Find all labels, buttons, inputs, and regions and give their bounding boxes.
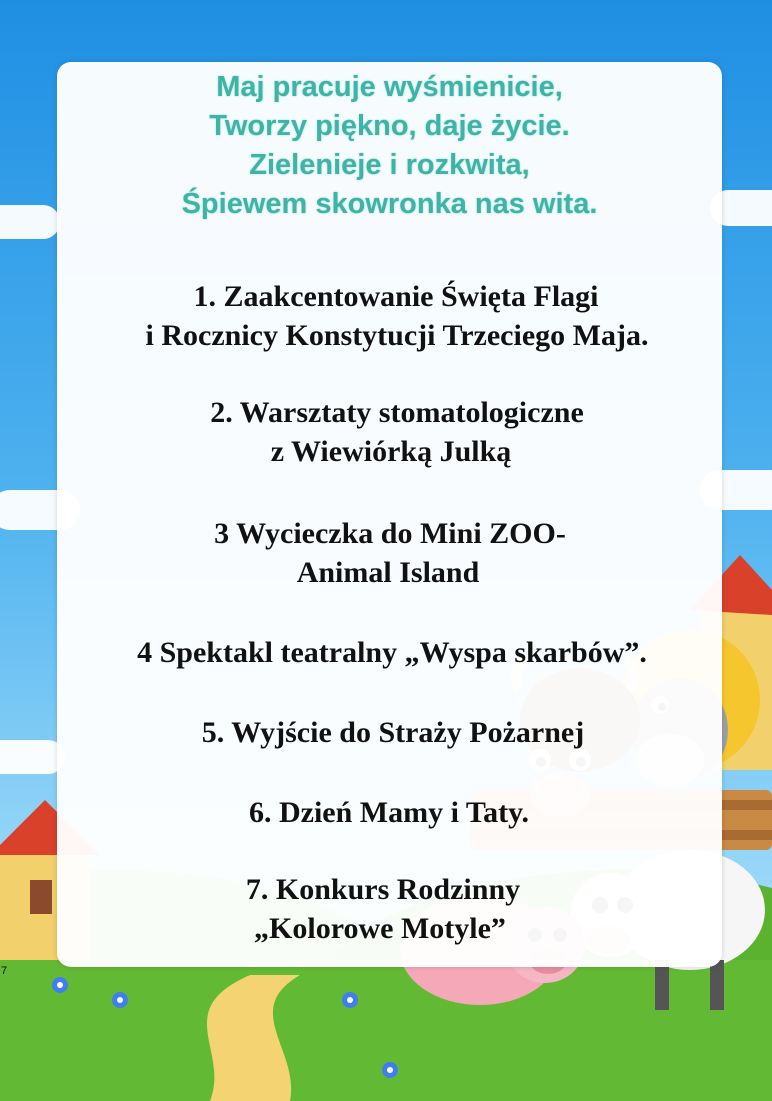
poem-line: Maj pracuje wyśmienicie, — [216, 71, 563, 103]
item-line: z Wiewiórką Julką — [270, 435, 512, 468]
item-line: „Kolorowe Motyle” — [254, 912, 506, 945]
flower-icon — [52, 977, 68, 993]
item-line: 3 Wycieczka do Mini ZOO- — [214, 517, 566, 550]
item-line: 6. Dzień Mamy i Taty. — [248, 796, 529, 829]
item-line: 5. Wyjście do Straży Pożarnej — [201, 716, 585, 749]
item-line: 7. Konkurs Rodzinny — [245, 873, 521, 906]
flower-icon — [112, 992, 128, 1008]
list-item — [0, 713, 772, 752]
list-item — [0, 514, 772, 592]
item-line: Animal Island — [296, 556, 480, 589]
poem-line: Tworzy piękno, daje życie. — [209, 110, 570, 142]
poem — [57, 68, 722, 224]
flower-icon — [342, 992, 358, 1008]
list-item — [0, 277, 772, 355]
list-item — [0, 793, 772, 832]
flower-icon — [382, 1062, 398, 1078]
item-line: 4 Spektakl teatralny „Wyspa skarbów”. — [137, 636, 647, 669]
item-line: 1. Zaakcentowanie Święta Flagi — [193, 280, 599, 313]
list-item — [0, 393, 772, 471]
list-item — [0, 870, 772, 948]
poem-line: Zielenieje i rozkwita, — [249, 149, 530, 181]
item-line: 2. Warsztaty stomatologiczne — [210, 396, 584, 429]
poem-line: Śpiewem skowronka nas wita. — [181, 188, 598, 220]
list-item — [0, 633, 772, 672]
page-number: 7 — [1, 965, 8, 977]
item-line: i Rocznicy Konstytucji Trzeciego Maja. — [145, 319, 649, 352]
